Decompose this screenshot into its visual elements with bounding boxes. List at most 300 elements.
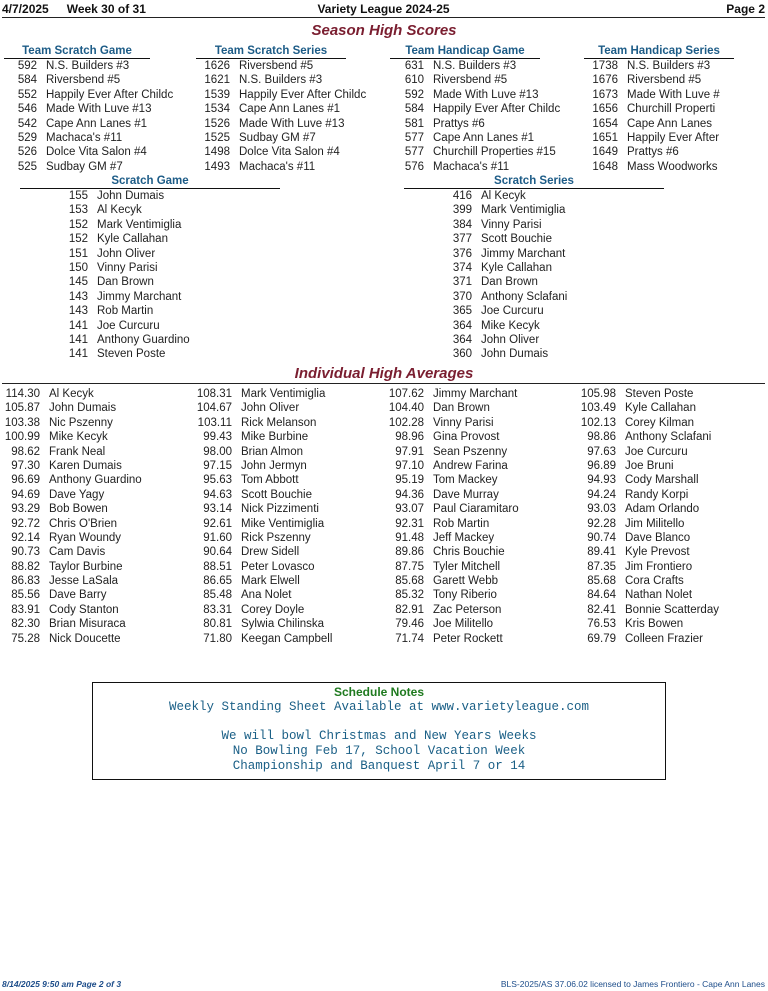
score-value: 1539 xyxy=(204,88,230,101)
score-value: 92.14 xyxy=(11,531,40,544)
bowler-name: Tyler Mitchell xyxy=(433,560,501,573)
list-item xyxy=(576,517,766,531)
bowler-name: Cody Marshall xyxy=(625,474,699,487)
score-value: 85.68 xyxy=(587,575,616,588)
bowler-name: Ryan Woundy xyxy=(49,531,122,544)
list-item xyxy=(404,232,664,246)
scratch-series-heading: Scratch Series xyxy=(404,174,664,189)
team-handicap-series-heading: Team Handicap Series xyxy=(584,44,734,59)
bowler-name: Cora Crafts xyxy=(625,575,684,588)
score-value: 93.14 xyxy=(203,503,232,516)
score-value: 85.68 xyxy=(395,575,424,588)
score-value: 377 xyxy=(452,233,472,246)
scratch-game-list xyxy=(20,189,280,362)
score-value: 89.41 xyxy=(587,546,616,559)
list-item xyxy=(390,102,582,116)
list-item xyxy=(576,588,766,602)
bowler-name: Happily Ever After xyxy=(627,131,720,144)
score-value: 1626 xyxy=(204,60,230,72)
score-value: 87.35 xyxy=(587,560,616,573)
bowler-name: Churchill Properties #15 xyxy=(433,146,556,159)
list-item xyxy=(192,445,382,459)
score-value: 99.43 xyxy=(203,431,232,444)
bowler-name: Mark Ventimiglia xyxy=(97,218,182,231)
bowler-name: John Oliver xyxy=(241,402,300,415)
score-value: 143 xyxy=(68,305,88,318)
averages-column-4 xyxy=(576,387,766,646)
bowler-name: Taylor Burbine xyxy=(49,560,123,573)
score-value: 97.15 xyxy=(203,459,232,472)
schedule-notes-title: Schedule Notes xyxy=(333,685,425,699)
score-value: 94.36 xyxy=(395,488,424,501)
list-item xyxy=(384,387,574,401)
bowler-name: Gina Provost xyxy=(433,431,500,444)
score-value: 631 xyxy=(404,60,424,72)
list-item xyxy=(0,160,190,174)
score-value: 141 xyxy=(68,333,88,346)
list-item xyxy=(192,430,382,444)
list-item xyxy=(20,319,280,333)
bowler-name: Adam Orlando xyxy=(625,503,700,516)
list-item xyxy=(196,73,388,87)
bowler-name: Kyle Callahan xyxy=(97,233,168,246)
bowler-name: John Dumais xyxy=(97,190,165,202)
bowler-name: Brian Misuraca xyxy=(49,618,126,631)
score-value: 98.86 xyxy=(587,431,616,444)
score-value: 1649 xyxy=(592,146,618,159)
score-value: 592 xyxy=(17,60,37,72)
list-item xyxy=(384,416,574,430)
bowler-name: Cody Stanton xyxy=(49,603,119,616)
notes-no-bowling-line: No Bowling Feb 17, School Vacation Week xyxy=(232,744,526,758)
score-value: 376 xyxy=(452,247,472,260)
bowler-name: Riversbend #5 xyxy=(433,74,508,87)
score-value: 145 xyxy=(68,276,88,289)
list-item xyxy=(0,459,190,473)
score-value: 92.72 xyxy=(11,517,40,530)
bowler-name: Kyle Callahan xyxy=(481,261,552,274)
score-value: 526 xyxy=(17,146,37,159)
list-item xyxy=(20,218,280,232)
score-value: 76.53 xyxy=(587,618,616,631)
score-value: 94.69 xyxy=(11,488,40,501)
score-value: 88.51 xyxy=(203,560,232,573)
bowler-name: Cape Ann Lanes #1 xyxy=(46,117,148,130)
list-item xyxy=(404,261,664,275)
bowler-name: Dolce Vita Salon #4 xyxy=(46,146,147,159)
bowler-name: Mass Woodworks xyxy=(627,160,718,173)
notes-championship-line: Championship and Banquest April 7 or 14 xyxy=(232,759,526,773)
team-handicap-series-list xyxy=(584,59,764,174)
score-value: 542 xyxy=(17,117,37,130)
bowler-name: Joe Curcuru xyxy=(481,305,544,318)
bowler-name: Jeff Mackey xyxy=(433,531,495,544)
list-item xyxy=(390,160,582,174)
list-item xyxy=(576,574,766,588)
list-item xyxy=(384,545,574,559)
list-item xyxy=(384,459,574,473)
list-item xyxy=(576,445,766,459)
score-value: 102.28 xyxy=(388,416,424,429)
bowler-name: Keegan Campbell xyxy=(241,632,333,645)
bowler-name: Made With Luve #13 xyxy=(46,103,152,116)
bowler-name: Machaca's #11 xyxy=(239,160,316,173)
bowler-name: Mike Ventimiglia xyxy=(241,517,325,530)
list-item xyxy=(0,387,190,401)
bowler-name: Made With Luve #13 xyxy=(433,88,539,101)
bowler-name: Dave Murray xyxy=(433,488,499,501)
list-item xyxy=(0,102,190,116)
bowler-name: Made With Luve #13 xyxy=(239,117,345,130)
list-item xyxy=(0,517,190,531)
score-value: 90.64 xyxy=(203,546,232,559)
list-item xyxy=(0,560,190,574)
bowler-name: Riversbend #5 xyxy=(239,60,314,72)
team-handicap-game-heading: Team Handicap Game xyxy=(390,44,540,59)
list-item xyxy=(192,588,382,602)
score-value: 86.65 xyxy=(203,575,232,588)
bowler-name: Vinny Parisi xyxy=(481,218,542,231)
list-item xyxy=(584,59,764,73)
list-item xyxy=(0,603,190,617)
list-item xyxy=(576,459,766,473)
bowler-name: Jim Militello xyxy=(625,517,685,530)
list-item xyxy=(584,117,764,131)
score-value: 84.64 xyxy=(587,589,616,602)
bowler-name: Jimmy Marchant xyxy=(481,247,566,260)
list-item xyxy=(404,247,664,261)
bowler-name: Mark Ventimiglia xyxy=(241,388,326,400)
score-value: 90.74 xyxy=(587,531,616,544)
list-item xyxy=(0,117,190,131)
list-item xyxy=(192,617,382,631)
print-timestamp: 8/14/2025 9:50 am Page 2 of 3 xyxy=(2,979,122,989)
list-item xyxy=(196,102,388,116)
bowler-name: Karen Dumais xyxy=(49,459,122,472)
list-item xyxy=(584,160,764,174)
list-item xyxy=(390,73,582,87)
bowler-name: Prattys #6 xyxy=(433,117,485,130)
bowler-name: Happily Ever After Childc xyxy=(46,88,174,101)
score-value: 1525 xyxy=(204,131,230,144)
score-value: 103.11 xyxy=(197,416,232,429)
page-number: Page 2 xyxy=(726,2,765,16)
bowler-name: Dan Brown xyxy=(97,276,154,289)
score-value: 96.69 xyxy=(11,474,40,487)
team-scratch-series-heading: Team Scratch Series xyxy=(196,44,346,59)
list-item xyxy=(384,401,574,415)
score-value: 384 xyxy=(452,218,472,231)
score-value: 152 xyxy=(68,218,88,231)
list-item xyxy=(192,401,382,415)
list-item xyxy=(0,131,190,145)
bowler-name: Dave Yagy xyxy=(49,488,105,501)
bowler-name: Nic Pszenny xyxy=(49,416,113,429)
score-value: 91.60 xyxy=(203,531,232,544)
bowler-name: Mike Kecyk xyxy=(481,319,540,332)
score-value: 103.38 xyxy=(4,416,40,429)
score-value: 610 xyxy=(404,74,424,87)
list-item xyxy=(384,574,574,588)
license-text: BLS-2025/AS 37.06.02 licensed to James Frontiero - Cape Ann Lanes xyxy=(500,979,765,989)
bowler-name: Rob Martin xyxy=(97,305,154,318)
list-item xyxy=(404,333,664,347)
bowler-name: Joe Curcuru xyxy=(625,445,688,458)
bowler-name: Al Kecyk xyxy=(49,388,94,400)
score-value: 114.30 xyxy=(5,388,40,400)
bowler-name: N.S. Builders #3 xyxy=(627,60,711,72)
score-value: 1648 xyxy=(592,160,618,173)
score-value: 79.46 xyxy=(395,618,424,631)
bowler-name: Dan Brown xyxy=(481,276,538,289)
averages-column-3 xyxy=(384,387,574,646)
bowler-name: Nick Doucette xyxy=(49,632,121,645)
score-value: 97.10 xyxy=(395,459,424,472)
list-item xyxy=(0,502,190,516)
list-item xyxy=(20,232,280,246)
list-item xyxy=(584,145,764,159)
score-value: 525 xyxy=(17,160,37,173)
bowler-name: Prattys #6 xyxy=(627,146,679,159)
score-value: 94.24 xyxy=(587,488,616,501)
list-item xyxy=(384,617,574,631)
list-item xyxy=(576,545,766,559)
score-value: 1738 xyxy=(592,60,618,72)
list-item xyxy=(576,502,766,516)
list-item xyxy=(576,603,766,617)
score-value: 94.93 xyxy=(587,474,616,487)
bowler-name: Cape Ann Lanes #1 xyxy=(433,131,535,144)
score-value: 1656 xyxy=(592,103,618,116)
bowler-name: Dave Barry xyxy=(49,589,107,602)
list-item xyxy=(192,603,382,617)
bowler-name: Ana Nolet xyxy=(241,589,292,602)
bowler-name: Bob Bowen xyxy=(49,503,108,516)
averages-rule xyxy=(2,383,765,384)
team-scratch-game-list xyxy=(0,59,190,174)
bowler-name: Jimmy Marchant xyxy=(433,388,518,400)
team-scratch-series-list xyxy=(196,59,388,174)
score-value: 1621 xyxy=(204,74,230,87)
list-item xyxy=(196,145,388,159)
score-value: 75.28 xyxy=(11,632,40,645)
score-value: 92.28 xyxy=(587,517,616,530)
averages-column-2 xyxy=(192,387,382,646)
list-item xyxy=(384,488,574,502)
bowler-name: Anthony Guardino xyxy=(49,474,142,487)
bowler-name: Corey Kilman xyxy=(625,416,695,429)
list-item xyxy=(0,545,190,559)
list-item xyxy=(0,531,190,545)
score-value: 92.61 xyxy=(203,517,232,530)
header-rule xyxy=(2,17,765,18)
bowler-name: Joe Bruni xyxy=(625,459,674,472)
list-item xyxy=(0,416,190,430)
list-item xyxy=(576,531,766,545)
list-item xyxy=(390,131,582,145)
list-item xyxy=(20,304,280,318)
bowler-name: Tom Mackey xyxy=(433,474,498,487)
score-value: 577 xyxy=(404,146,424,159)
score-value: 71.74 xyxy=(395,632,424,645)
score-value: 143 xyxy=(68,290,88,303)
bowler-name: Mark Elwell xyxy=(241,575,300,588)
score-value: 360 xyxy=(452,348,472,361)
bowler-name: Vinny Parisi xyxy=(97,261,158,274)
list-item xyxy=(584,88,764,102)
list-item xyxy=(192,632,382,646)
list-item xyxy=(0,430,190,444)
bowler-name: Bonnie Scatterday xyxy=(625,603,719,616)
averages-column-1 xyxy=(0,387,190,646)
bowler-name: Tony Riberio xyxy=(433,589,497,602)
list-item xyxy=(0,617,190,631)
score-value: 592 xyxy=(404,88,424,101)
bowler-name: Cam Davis xyxy=(49,546,106,559)
list-item xyxy=(192,531,382,545)
list-item xyxy=(584,131,764,145)
list-item xyxy=(0,59,190,73)
list-item xyxy=(384,502,574,516)
score-value: 71.80 xyxy=(203,632,232,645)
bowler-name: John Dumais xyxy=(481,348,549,361)
list-item xyxy=(576,617,766,631)
score-value: 91.48 xyxy=(395,531,424,544)
score-value: 97.63 xyxy=(587,445,616,458)
list-item xyxy=(384,430,574,444)
list-item xyxy=(404,203,664,217)
score-value: 93.07 xyxy=(395,503,424,516)
bowler-name: Jimmy Marchant xyxy=(97,290,182,303)
score-value: 82.30 xyxy=(11,618,40,631)
list-item xyxy=(20,203,280,217)
score-value: 108.31 xyxy=(196,388,232,400)
bowler-name: Dave Blanco xyxy=(625,531,691,544)
score-value: 82.91 xyxy=(395,603,424,616)
score-value: 152 xyxy=(68,233,88,246)
list-item xyxy=(576,560,766,574)
bowler-name: Sean Pszenny xyxy=(433,445,508,458)
list-item xyxy=(0,473,190,487)
score-value: 577 xyxy=(404,131,424,144)
league-title: Variety League 2024-25 xyxy=(317,2,450,16)
bowler-name: Dan Brown xyxy=(433,402,490,415)
score-value: 1651 xyxy=(592,131,618,144)
score-value: 584 xyxy=(17,74,37,87)
bowler-name: Scott Bouchie xyxy=(481,233,552,246)
list-item xyxy=(0,632,190,646)
bowler-name: Tom Abbott xyxy=(241,474,299,487)
list-item xyxy=(192,502,382,516)
score-value: 399 xyxy=(452,204,472,217)
list-item xyxy=(192,560,382,574)
bowler-name: Brian Almon xyxy=(241,445,304,458)
list-item xyxy=(192,416,382,430)
score-value: 96.89 xyxy=(587,459,616,472)
bowler-name: Mike Kecyk xyxy=(49,431,108,444)
score-value: 103.49 xyxy=(580,402,616,415)
score-value: 151 xyxy=(68,247,88,260)
score-value: 364 xyxy=(452,333,472,346)
list-item xyxy=(384,517,574,531)
score-value: 581 xyxy=(404,117,424,130)
bowler-name: Anthony Sclafani xyxy=(625,431,712,444)
score-value: 90.73 xyxy=(11,546,40,559)
bowler-name: Cape Ann Lanes #1 xyxy=(239,103,341,116)
list-item xyxy=(196,160,388,174)
score-value: 83.31 xyxy=(203,603,232,616)
list-item xyxy=(404,290,664,304)
score-value: 85.32 xyxy=(395,589,424,602)
score-value: 364 xyxy=(452,319,472,332)
bowler-name: Happily Ever After Childc xyxy=(239,88,367,101)
score-value: 102.13 xyxy=(580,416,616,429)
bowler-name: Andrew Farina xyxy=(433,459,508,472)
list-item xyxy=(576,632,766,646)
score-value: 374 xyxy=(452,261,472,274)
team-scratch-game-heading: Team Scratch Game xyxy=(4,44,150,59)
score-value: 85.48 xyxy=(203,589,232,602)
list-item xyxy=(0,145,190,159)
list-item xyxy=(404,304,664,318)
list-item xyxy=(390,117,582,131)
bowler-name: Chris O'Brien xyxy=(49,517,118,530)
scratch-game-heading: Scratch Game xyxy=(20,174,280,189)
team-handicap-game-list xyxy=(390,59,582,174)
list-item xyxy=(576,416,766,430)
list-item xyxy=(0,73,190,87)
report-date: 4/7/2025 xyxy=(2,2,49,16)
bowler-name: Dolce Vita Salon #4 xyxy=(239,146,340,159)
score-value: 576 xyxy=(404,160,424,173)
list-item xyxy=(390,59,582,73)
bowler-name: Sudbay GM #7 xyxy=(46,160,123,173)
list-item xyxy=(384,603,574,617)
score-value: 370 xyxy=(452,290,472,303)
bowler-name: Joe Curcuru xyxy=(97,319,160,332)
list-item xyxy=(192,459,382,473)
bowler-name: John Oliver xyxy=(97,247,156,260)
list-item xyxy=(384,588,574,602)
score-value: 155 xyxy=(68,190,88,202)
bowler-name: N.S. Builders #3 xyxy=(46,60,130,72)
score-value: 98.62 xyxy=(11,445,40,458)
bowler-name: Rob Martin xyxy=(433,517,490,530)
list-item xyxy=(384,531,574,545)
list-item xyxy=(192,545,382,559)
scratch-series-list xyxy=(404,189,664,362)
score-value: 1493 xyxy=(204,160,230,173)
score-value: 98.00 xyxy=(203,445,232,458)
score-value: 87.75 xyxy=(395,560,424,573)
list-item xyxy=(20,247,280,261)
bowler-name: Mark Ventimiglia xyxy=(481,204,566,217)
score-value: 94.63 xyxy=(203,488,232,501)
list-item xyxy=(404,319,664,333)
bowler-name: Chris Bouchie xyxy=(433,546,505,559)
list-item xyxy=(192,473,382,487)
score-value: 69.79 xyxy=(587,632,616,645)
bowler-name: Drew Sidell xyxy=(241,546,300,559)
bowler-name: Jesse LaSala xyxy=(49,575,119,588)
bowler-name: Corey Doyle xyxy=(241,603,305,616)
score-value: 529 xyxy=(17,131,37,144)
list-item xyxy=(576,473,766,487)
bowler-name: Zac Peterson xyxy=(433,603,502,616)
bowler-name: Colleen Frazier xyxy=(625,632,703,645)
score-value: 82.41 xyxy=(587,603,616,616)
list-item xyxy=(584,102,764,116)
